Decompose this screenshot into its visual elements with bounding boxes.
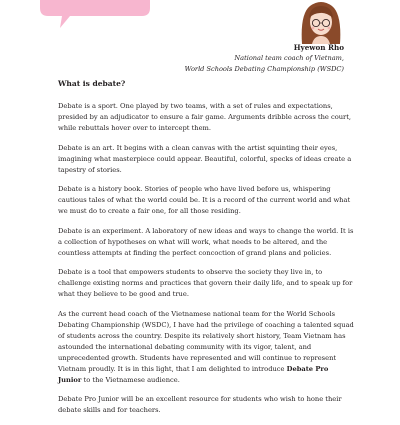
paragraph-experiment: Debate is an experiment. A laboratory of new ideas and ways to change the world. It is a collection of hypotheses on what will work, what needs to be altered, and the countless attempts at finding the perfect concoction of grand plans and policies. [58, 226, 354, 257]
paragraph-coach-text: As the current head coach of the Vietnamese national team for the World Schools Debating Championship (WSDC), I have had the privilege of coaching a talented squad of students across the country. Despite its relatively short history, Team Vietnam has astounded the international debating community with its vigor, talent, and unprecedented growth. Students have represented and will continue to represent Vietnam proudly. It is in this light, that I am delighted to introduce [58, 309, 354, 373]
paragraph-tool: Debate is a tool that empowers students to observe the society they live in, to challenge existing norms and practices that govern their daily life, and to speak up for what they believe to be good and true. [58, 268, 353, 298]
paragraph-coach [58, 309, 354, 386]
foreword-badge [40, 0, 150, 32]
paragraph-sport: Debate is a sport. One played by two teams, with a set of rules and expectations, presided by an adjudicator to ensure a fair game. Arguments dribble across the court, while rebuttals hover over to intercept them. [58, 102, 352, 132]
author-role-line2: World Schools Debating Championship (WSDC) [184, 64, 344, 73]
paragraph-history: Debate is a history book. Stories of people who have lived before us, whispering cautious tales of what the world could be. It is a record of the current world and what we must do to create a fair one, for all those residing. [58, 185, 351, 215]
paragraph-coach-tail: to the Vietnamese audience. [81, 375, 180, 384]
paragraph-art: Debate is an art. It begins with a clean canvas with the artist squinting their eyes, imagining what masterpiece could appear. Beautiful, colorful, specks of ideas create a tapestry of stories. [58, 143, 352, 174]
author-avatar [296, 0, 346, 44]
author-role-line1: National team coach of Vietnam, [234, 54, 344, 62]
book-title: Debate Pro Junior [58, 364, 329, 384]
author-portrait-icon [296, 0, 346, 44]
section-heading: What is debate? [58, 79, 126, 88]
paragraph-cut: Debate Pro Junior will be an excellent resource for students who wish to hone their debate skills and for teachers. [58, 395, 342, 414]
author-block [185, 43, 344, 74]
foreword-body [58, 79, 354, 425]
speech-bubble-icon [40, 0, 150, 34]
author-name: Hyewon Rho [293, 43, 344, 52]
